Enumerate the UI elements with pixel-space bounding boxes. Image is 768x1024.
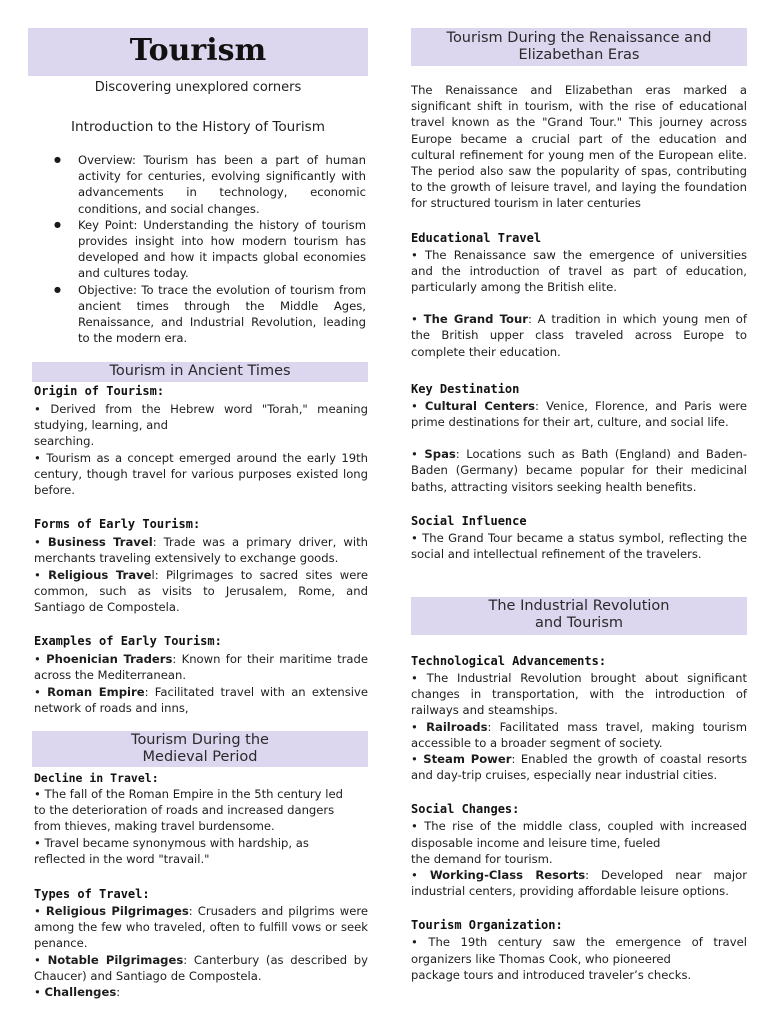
industrial-band-line2: and Tourism	[534, 615, 623, 631]
types-heading: Types of Travel:	[34, 887, 150, 901]
section-band-ancient: Tourism in Ancient Times	[32, 362, 368, 382]
social-changes-item-2-term: Working-Class Resorts	[429, 868, 586, 883]
social-changes-item-2-desc: : Developed near major industrial centers, providing affordable leisure options.	[411, 868, 747, 899]
edu-text-1: • The Renaissance saw the emergence of universities and the introduction of travel as part of education, particularly among the British elite.	[411, 247, 747, 295]
examples-item-2-desc: : Facilitated travel with an extensive network of roads and inns,	[34, 684, 368, 715]
types-item-1: • Religious Pilgrimages: Crusaders and pilgrims were among the few who traveled, often to fulfill vows or seek penance.	[34, 904, 369, 951]
types-item-2-term: Notable Pilgrimages	[47, 952, 184, 967]
intro-list	[28, 152, 368, 346]
list-item: ● Key Point: Understanding the history of tourism provides insight into how modern tourism has developed and how it impacts global economies and cultures today.	[78, 217, 366, 282]
forms-item-2-term: Religious Trave	[48, 567, 152, 582]
list-item: ● Overview: Tourism has been a part of human activity for centuries, evolving significantly with advancements in technology, economic conditions, and social changes.	[78, 152, 366, 217]
renaissance-band-line2: Elizabethan Eras	[518, 47, 640, 63]
renaissance-band-line1: Tourism During the Renaissance and	[446, 30, 712, 46]
examples-heading: Examples of Early Tourism:	[34, 634, 222, 649]
industrial-band-line1: The Industrial Revolution	[488, 598, 670, 614]
examples-item-1: • Phoenician Traders: Known for their maritime trade across the Mediterranean.	[34, 652, 368, 683]
forms-heading: Forms of Early Tourism:	[34, 517, 201, 532]
types-item-1-desc: : Crusaders and pilgrims were among the few who traveled, often to fulfill vows or seek penance.	[34, 904, 369, 951]
social-changes-item-2: • Working-Class Resorts: Developed near major industrial centers, providing affordable leisure options.	[411, 868, 747, 899]
section-band-renaissance	[411, 28, 747, 66]
origin-text-1: • Derived from the Hebrew word "Torah," meaning studying, learning, and	[34, 402, 368, 433]
types-item-3-term: Challenges	[44, 985, 117, 1000]
edu-item-2-desc: : A tradition in which young men of the British upper class traveled across Europe to complete their education.	[411, 312, 747, 359]
key-item-2-desc: : Locations such as Bath (England) and Baden-Baden (Germany) became popular for their medicinal baths, attracting visitors seeking health benefits.	[411, 447, 747, 494]
section-band-industrial	[411, 597, 747, 635]
medieval-section	[34, 770, 352, 867]
medieval-band-line1: Tourism During the	[131, 732, 269, 748]
tech-item-2-desc: : Facilitated mass travel, making tourism accessible to a broader segment of society.	[411, 719, 747, 750]
types-item-3-desc: :	[116, 985, 121, 1000]
key-item-1: • Cultural Centers: Venice, Florence, and Paris were prime destinations for their art, culture, and social life.	[411, 398, 747, 430]
subtitle: Discovering unexplored corners	[94, 80, 302, 95]
educational-travel-heading: Educational Travel	[411, 230, 542, 245]
key-item-2-term: Spas	[424, 447, 456, 462]
social-changes-heading: Social Changes:	[411, 802, 520, 817]
social-changes-text-1b: the demand for tourism.	[411, 851, 553, 866]
org-text-1: • The 19th century saw the emergence of travel organizers like Thomas Cook, who pioneered	[411, 935, 747, 966]
medieval-band-line2: Medieval Period	[142, 749, 258, 765]
tech-text-1: • The Industrial Revolution brought about significant changes in transportation, with the introduction of railways and steamships.	[411, 671, 747, 718]
forms-item-2: • Religious Travel: Pilgrimages to sacred sites were common, such as visits to Jerusalem, Rome, and Santiago de Compostela.	[34, 567, 368, 615]
forms-item-2-desc: l: Pilgrimages to sacred sites were common, such as visits to Jerusalem, Rome, and Santiago de Compostela.	[34, 567, 368, 615]
edu-item-2-term: The Grand Tour	[423, 312, 528, 327]
key-item-1-desc: : Venice, Florence, and Paris were prime destinations for their art, culture, and social life.	[411, 398, 747, 430]
key-destination-heading: Key Destination	[411, 381, 520, 396]
examples-item-1-desc: : Known for their maritime trade across the Mediterranean.	[34, 652, 368, 683]
decline-text-2: • Travel became synonymous with hardship, as reflected in the word "travail."	[34, 835, 309, 866]
tech-heading: Technological Advancements:	[411, 654, 607, 668]
edu-item-2: • The Grand Tour: A tradition in which young men of the British upper class traveled across Europe to complete their education.	[411, 312, 747, 359]
examples-item-1-term: Phoenician Traders	[46, 652, 173, 667]
page-title: Tourism	[28, 28, 368, 76]
key-item-1-term: Cultural Centers	[424, 398, 536, 413]
origin-text-1b: searching.	[34, 434, 95, 449]
types-item-2: • Notable Pilgrimages: Canterbury (as described by Chaucer) and Santiago de Compostela.	[34, 952, 369, 983]
origin-heading: Origin of Tourism:	[34, 384, 165, 398]
industrial-section	[411, 653, 747, 983]
ancient-section	[34, 383, 368, 716]
social-changes-text-1: • The rise of the middle class, coupled with increased disposable income and leisure time, fueled	[411, 819, 747, 850]
decline-heading: Decline in Travel:	[34, 771, 159, 785]
tech-item-3: • Steam Power: Enabled the growth of coastal resorts and day-trip cruises, especially near industrial cities.	[411, 752, 747, 783]
forms-item-1-desc: : Trade was a primary driver, with merchants traveling extensively to exchange goods.	[34, 535, 368, 566]
tech-item-2-term: Railroads	[426, 719, 488, 734]
tourism-organization-heading: Tourism Organization:	[411, 918, 563, 933]
types-item-3: • Challenges:	[34, 985, 121, 1000]
social-influence-text: • The Grand Tour became a status symbol, reflecting the social and intellectual refinement of the travelers.	[411, 530, 747, 562]
origin-text-2: • Tourism as a concept emerged around the early 19th century, though travel for various purposes existed long before.	[34, 450, 368, 498]
section-band-medieval	[32, 731, 368, 767]
renaissance-section	[411, 82, 747, 562]
social-influence-heading: Social Influence	[411, 513, 527, 528]
org-text-1b: package tours and introduced traveler’s checks.	[411, 967, 692, 982]
decline-text-1: • The fall of the Roman Empire in the 5th century led to the deterioration of roads and increased dangers from thieves, making travel burdensome.	[34, 787, 343, 834]
tech-item-2: • Railroads: Facilitated mass travel, making tourism accessible to a broader segment of society.	[411, 719, 747, 750]
types-item-2-desc: : Canterbury (as described by Chaucer) and Santiago de Compostela.	[34, 952, 369, 983]
types-item-1-term: Religious Pilgrimages	[45, 904, 189, 918]
examples-item-2-term: Roman Empire	[47, 684, 145, 699]
list-item: ● Objective: To trace the evolution of tourism from ancient times through the Middle Ages, Renaissance, and Industrial Revolution, leading to the modern era.	[78, 282, 366, 347]
forms-item-1-term: Business Travel	[47, 535, 153, 550]
examples-item-2: • Roman Empire: Facilitated travel with an extensive network of roads and inns,	[34, 684, 368, 715]
intro-heading: Introduction to the History of Tourism	[71, 119, 325, 135]
types-section	[34, 886, 368, 1000]
forms-item-1: • Business Travel: Trade was a primary driver, with merchants traveling extensively to exchange goods.	[34, 535, 368, 566]
key-item-2: • Spas: Locations such as Bath (England) and Baden-Baden (Germany) became popular for their medicinal baths, attracting visitors seeking health benefits.	[411, 447, 747, 494]
tech-item-3-desc: : Enabled the growth of coastal resorts and day-trip cruises, especially near industrial cities.	[411, 752, 747, 783]
renaissance-intro: The Renaissance and Elizabethan eras marked a significant shift in tourism, with the rise of educational travel known as the "Grand Tour." This journey across Europe became a crucial part of the education and cultural refinement for young men of the European elite. The period also saw the popularity of spas, contributing to the growth of leisure travel, and laying the foundation for structured tourism in later centuries	[411, 83, 747, 211]
tech-item-3-term: Steam Power	[423, 752, 512, 767]
